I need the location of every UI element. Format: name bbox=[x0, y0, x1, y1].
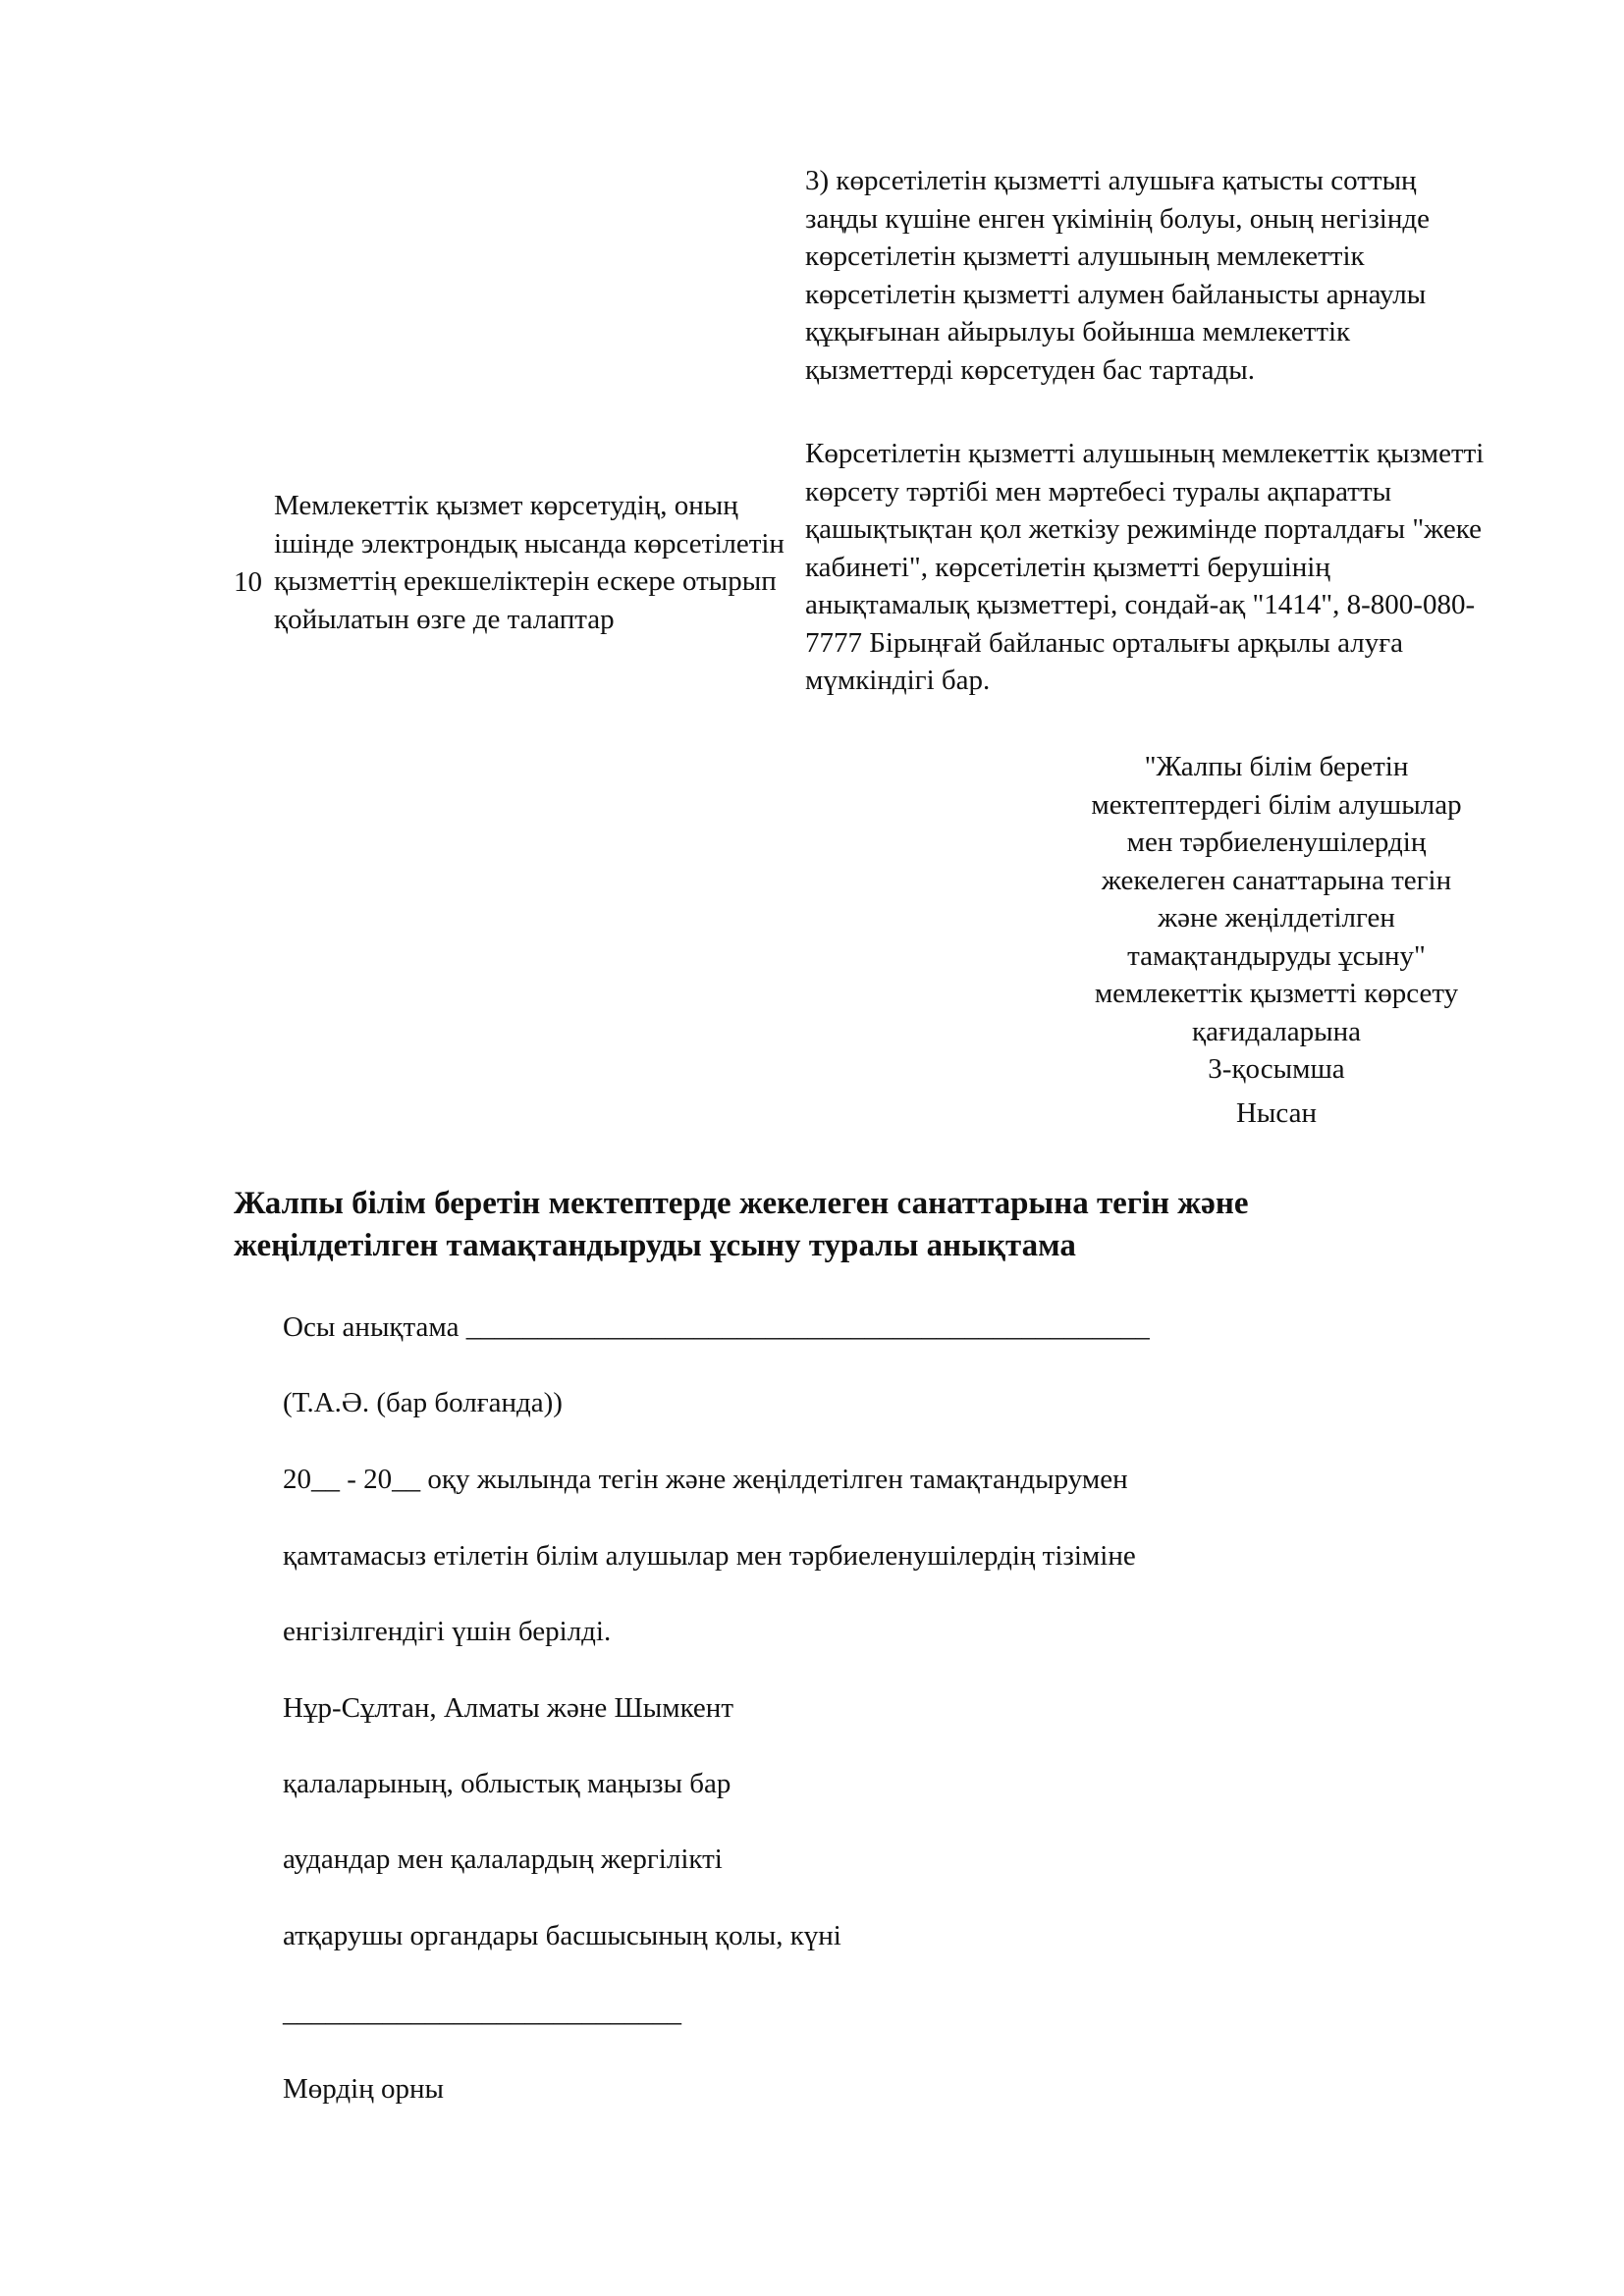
appendix-line: мемлекеттік қызметті көрсету bbox=[1094, 978, 1459, 1009]
appendix-line: және жеңілдетілген bbox=[1158, 902, 1395, 934]
status-info-paragraph: Көрсетілетін қызметті алушының мемлекеттік қызметті көрсету тәртібі мен мәртебесі туралы ақпаратты қашықтықтан қол жеткізу режимінде порталдағы "жеке кабинеті", көрсетілетін қызметті берушінің анықтамалық қызметтері, сондай-ақ "1414", 8-800-080-7777 Бірыңғай байланыс орталығы арқылы алуға мүмкіндігі бар. bbox=[805, 438, 1485, 696]
appendix-reference bbox=[1021, 748, 1532, 1089]
appendix-line: мен тәрбиеленушілердің bbox=[1126, 827, 1427, 858]
appendix-line: "Жалпы білім беретін bbox=[1144, 751, 1409, 782]
title-line: Жалпы білім беретін мектептерде жекелеген санаттарына тегін және bbox=[234, 1186, 1249, 1221]
certificate-recipient-line: Осы анықтама ________________________________________________ bbox=[283, 1311, 1150, 1343]
signature-caption-line: атқарушы органдары басшысының қолы, күні bbox=[283, 1920, 841, 1951]
signature-caption-line: аудандар мен қалалардың жергілікті bbox=[283, 1843, 723, 1875]
appendix-line: қағидаларына bbox=[1192, 1015, 1361, 1047]
body-text-line: қамтамасыз етілетін білім алушылар мен тәрбиеленушілердің тізіміне bbox=[283, 1540, 1136, 1572]
appendix-line: жекелеген санаттарына тегін bbox=[1101, 864, 1452, 896]
signature-line: ____________________________ bbox=[283, 1997, 681, 2028]
row-number: 10 bbox=[234, 566, 262, 598]
body-text-line: енгізілгендігі үшін берілді. bbox=[283, 1616, 612, 1647]
signature-caption-line: Нұр-Сұлтан, Алматы және Шымкент bbox=[283, 1692, 734, 1724]
appendix-line: мектептердегі білім алушылар bbox=[1091, 788, 1462, 821]
academic-year-line: 20__ - 20__ оқу жылында тегін және жеңілдетілген тамақтандырумен bbox=[283, 1464, 1128, 1495]
signature-caption-line: қалаларының, облыстық маңызы бар bbox=[283, 1768, 731, 1799]
document-title bbox=[234, 1183, 1471, 1267]
appendix-line: тамақтандыруды ұсыну" bbox=[1127, 939, 1426, 972]
requirement-label: Мемлекеттік қызмет көрсетудің, оның ішінде электрондық нысанда көрсетілетін қызметтің ерекшеліктерін ескере отырып қойылатын өзге де талаптар bbox=[274, 490, 785, 635]
seal-place-label: Мөрдің орны bbox=[283, 2073, 444, 2105]
full-name-hint: (Т.А.Ә. (бар болғанда)) bbox=[283, 1387, 563, 1418]
refusal-grounds-paragraph: 3) көрсетілетін қызметті алушыға қатысты соттың заңды күшіне енген үкімінің болуы, оның негізінде көрсетілетін қызметті алушының мемлекеттік көрсетілетін қызметті алумен байланысты арнаулы құқығынан айырылуы бойынша мемлекеттік қызметтерді көрсетуден бас тартады. bbox=[805, 165, 1431, 386]
title-line: жеңілдетілген тамақтандыруды ұсыну туралы анықтама bbox=[234, 1228, 1076, 1263]
form-label: Нысан bbox=[1235, 1097, 1318, 1129]
appendix-number: 3-қосымша bbox=[1208, 1053, 1345, 1085]
